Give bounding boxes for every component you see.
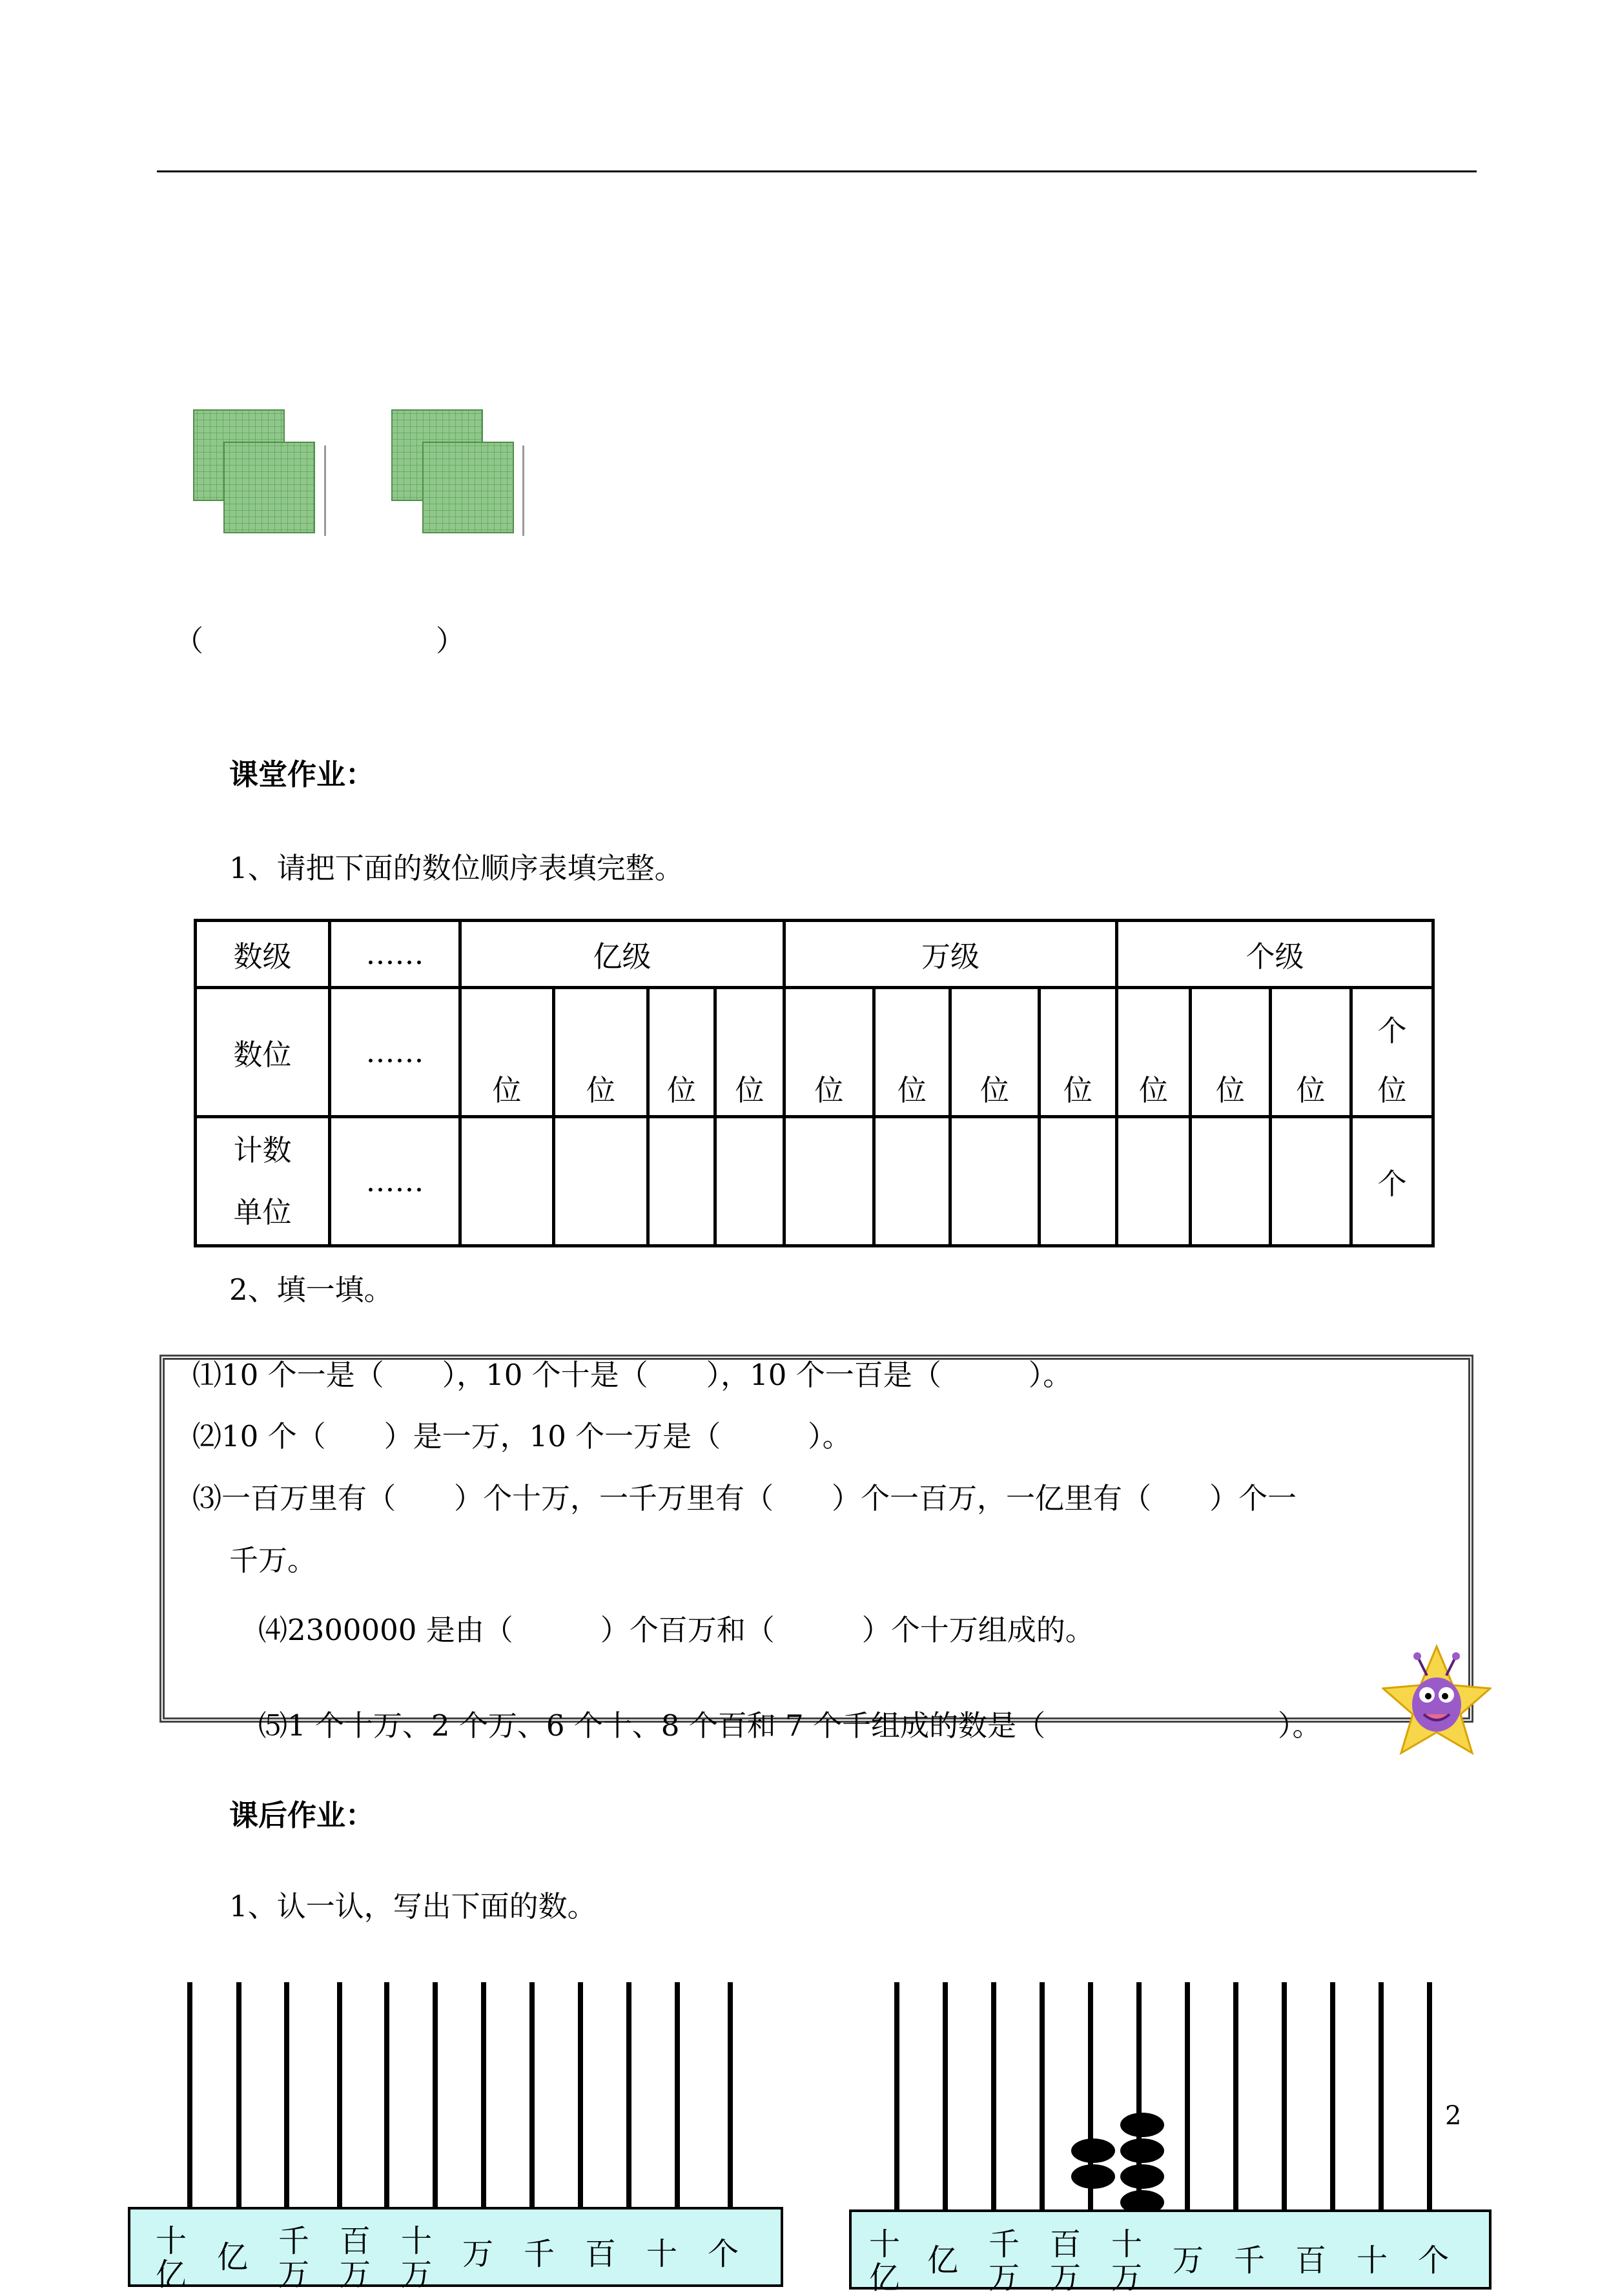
- place-label: 亿: [927, 2242, 958, 2279]
- abacus-bead: [1120, 2164, 1164, 2189]
- digit-cell[interactable]: 位: [460, 988, 554, 1117]
- abacus-bead: [1071, 2164, 1115, 2189]
- answer-blank: （ ）: [174, 624, 466, 658]
- place-value-table: [194, 919, 1435, 1247]
- digit-cell[interactable]: 位: [784, 988, 874, 1117]
- place-label: 百: [1295, 2242, 1326, 2279]
- row-label-unit: 计数 单位: [196, 1117, 330, 1246]
- abacus-right: [849, 1982, 1492, 2296]
- fill-item-1: ⑴10 个一是（ ），10 个十是（ ），10 个一百是（ ）。: [192, 1358, 1072, 1392]
- row-label-digit: 数位: [196, 988, 330, 1117]
- place-label: 百 万: [339, 2223, 371, 2293]
- abacus-rod: [1379, 1982, 1384, 2209]
- unit-cell[interactable]: [1191, 1117, 1271, 1246]
- abacus-rod: [1233, 1982, 1238, 2209]
- place-label: 个: [707, 2236, 739, 2272]
- level-yi: 亿级: [460, 921, 784, 988]
- abacus-rod: [728, 1982, 733, 2209]
- homework-1-title: 1、认一认，写出下面的数。: [229, 1889, 597, 1923]
- unit-cell-ge: 个: [1351, 1117, 1433, 1246]
- place-label: 万: [1172, 2242, 1204, 2279]
- abacus-rod: [626, 1982, 631, 2209]
- section-title-classwork: 课堂作业：: [229, 757, 375, 792]
- digit-cell[interactable]: 位: [1040, 988, 1117, 1117]
- unit-cell[interactable]: [460, 1117, 554, 1246]
- unit-cell[interactable]: [648, 1117, 715, 1246]
- unit-cell[interactable]: [784, 1117, 874, 1246]
- ellipsis-cell: ……: [330, 921, 460, 988]
- fill-in-box: [159, 1355, 1473, 1723]
- unit-cell[interactable]: [874, 1117, 950, 1246]
- question-2-title: 2、填一填。: [229, 1273, 393, 1307]
- unit-cell[interactable]: [1117, 1117, 1191, 1246]
- place-label: 十: [646, 2236, 677, 2272]
- page-number: 2: [1445, 2101, 1462, 2131]
- row-label-level: 数级: [196, 921, 330, 988]
- digit-cell-ge: 个 位: [1351, 988, 1433, 1117]
- digit-cell[interactable]: 位: [874, 988, 950, 1117]
- ellipsis-cell: ……: [330, 988, 460, 1117]
- unit-cell[interactable]: [554, 1117, 648, 1246]
- place-label: 十 万: [400, 2223, 432, 2293]
- abacus-rod: [1282, 1982, 1287, 2209]
- abacus-rod: [284, 1982, 289, 2209]
- table-row-unit: [196, 1117, 1433, 1246]
- digit-cell[interactable]: 位: [554, 988, 648, 1117]
- hundred-block-group-2: [392, 410, 524, 536]
- digit-cell[interactable]: 位: [1117, 988, 1191, 1117]
- abacus-rod: [1185, 1982, 1190, 2209]
- digit-cell[interactable]: 位: [648, 988, 715, 1117]
- place-label: 十 亿: [868, 2226, 900, 2296]
- abacus-rod: [1330, 1982, 1335, 2209]
- unit-cell[interactable]: [1271, 1117, 1351, 1246]
- unit-cell[interactable]: [715, 1117, 784, 1246]
- star-mascot-icon: [1382, 1643, 1492, 1766]
- ellipsis-cell: ……: [330, 1117, 460, 1246]
- unit-cell[interactable]: [1040, 1117, 1117, 1246]
- abacus-rod: [943, 1982, 948, 2209]
- digit-cell[interactable]: 位: [1271, 988, 1351, 1117]
- header-rule: [157, 170, 1477, 172]
- place-label: 个: [1417, 2242, 1449, 2279]
- table-row-digit: [196, 988, 1433, 1117]
- abacus-rod: [236, 1982, 241, 2209]
- abacus-rod: [433, 1982, 438, 2209]
- place-label: 百 万: [1049, 2226, 1081, 2296]
- fill-item-4: ⑷2300000 是由（ ）个百万和（ ）个十万组成的。: [258, 1613, 1094, 1647]
- abacus-bead: [1120, 2138, 1164, 2163]
- abacus-rod: [337, 1982, 342, 2209]
- table-row-level: [196, 921, 1433, 988]
- abacus-rod: [578, 1982, 583, 2209]
- section-title-homework: 课后作业：: [229, 1798, 375, 1832]
- fill-item-3-cont: 千万。: [229, 1543, 317, 1577]
- abacus-rod: [894, 1982, 899, 2209]
- abacus-rod: [991, 1982, 996, 2209]
- abacus-rod: [529, 1982, 535, 2209]
- abacus-rod: [384, 1982, 389, 2209]
- abacus-left: [128, 1982, 783, 2293]
- fill-item-5: ⑸1 个十万、2 个万、6 个十、8 个百和 7 个千组成的数是（ ）。: [258, 1708, 1322, 1743]
- hundred-block-group-1: [194, 410, 326, 536]
- question-1-title: 1、请把下面的数位顺序表填完整。: [229, 851, 684, 885]
- abacus-rod: [481, 1982, 486, 2209]
- place-label: 十 万: [1111, 2226, 1142, 2296]
- abacus-rod: [187, 1982, 192, 2209]
- abacus-rod: [1040, 1982, 1045, 2209]
- abacus-rod: [675, 1982, 680, 2209]
- level-wan: 万级: [784, 921, 1117, 988]
- place-label: 千: [523, 2236, 555, 2272]
- abacus-bead: [1071, 2138, 1115, 2163]
- place-label: 千 万: [988, 2226, 1020, 2296]
- digit-cell[interactable]: 位: [715, 988, 784, 1117]
- place-label: 百: [584, 2236, 616, 2272]
- hundred-blocks-illustration: [190, 407, 533, 542]
- place-label: 千 万: [278, 2223, 309, 2293]
- digit-cell[interactable]: 位: [950, 988, 1040, 1117]
- fill-item-2: ⑵10 个（ ）是一万，10 个一万是（ ）。: [192, 1419, 852, 1453]
- abacus-bead: [1120, 2113, 1164, 2137]
- place-label: 万: [462, 2236, 493, 2272]
- place-label: 亿: [216, 2239, 248, 2275]
- place-label: 千: [1233, 2242, 1265, 2279]
- abacus-rod: [1427, 1982, 1432, 2209]
- place-label: 十: [1356, 2242, 1388, 2279]
- place-label: 十 亿: [155, 2223, 187, 2293]
- fill-item-3: ⑶一百万里有（ ）个十万，一千万里有（ ）个一百万，一亿里有（ ）个一: [192, 1481, 1297, 1515]
- level-ge: 个级: [1117, 921, 1433, 988]
- unit-cell[interactable]: [950, 1117, 1040, 1246]
- digit-cell[interactable]: 位: [1191, 988, 1271, 1117]
